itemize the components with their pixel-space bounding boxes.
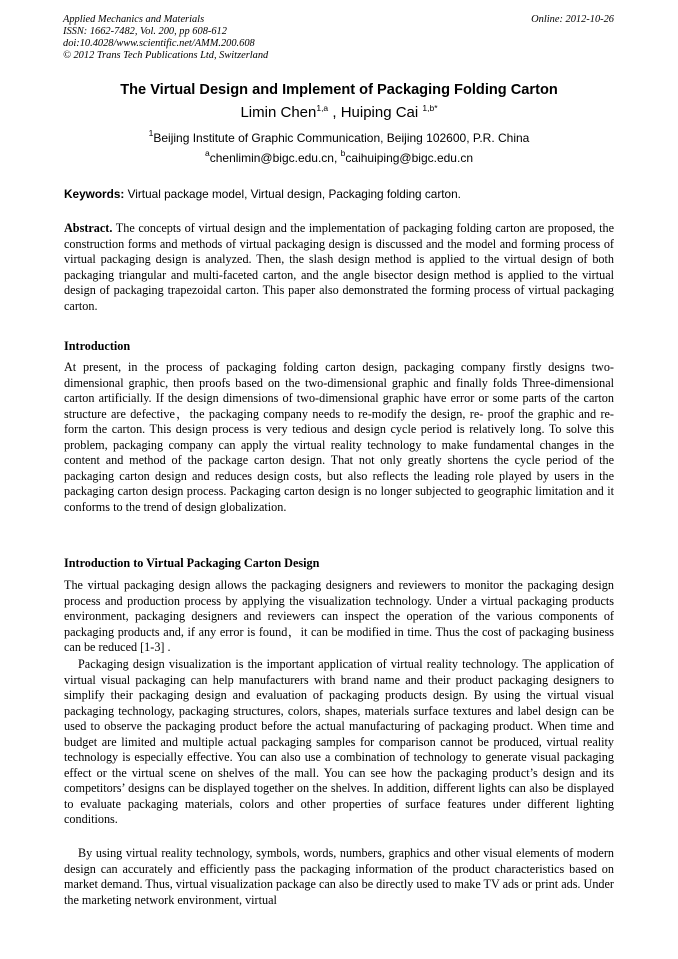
copyright-line: © 2012 Trans Tech Publications Ltd, Switzerland <box>63 50 269 61</box>
introduction-paragraph: At present, in the process of packaging folding carton design, packaging company firstly designs two-dimensional graphic, then proofs based on the two-dimensional graphic and finally folds Three-dimensional carton artificially. If the design dimensions of two-dimensional graphic have error or some parts of the carton structure are defective，the packaging company needs to re-modify the design, re- proof the graphic and re-form the carton. This design process is very tedious and design cycle period is relatively long. To solve this problem, packaging company can apply the virtual reality technology to make fundamental changes in the content and method of the package carton design. That not only greatly shortens the cycle period of the packaging carton design and reduces design costs, but also reflects the leading role played by users in the packaging carton design process. Packaging carton design is no longer subjected to geographic limitation and it conforms to the trend of design globalization. <box>64 360 614 514</box>
body-paragraph: By using virtual reality technology, symbols, words, numbers, graphics and other visual elements of modern design can accurately and efficiently pass the packaging information of the product characteristics based on market demand. Thus, virtual visualization package can also be directly used to make TV ads or print ads. Under the marketing network environment, virtual <box>64 846 614 907</box>
section-heading-virtual-design: Introduction to Virtual Packaging Carton Design <box>64 556 320 570</box>
issn-line: ISSN: 1662-7482, Vol. 200, pp 608-612 <box>63 26 227 37</box>
author-name: Limin Chen <box>240 104 317 121</box>
keywords-label: Keywords: <box>64 187 125 201</box>
affiliation-sup: 1 <box>148 128 154 138</box>
author-sup: 1,b* <box>422 103 438 113</box>
body-paragraph: Packaging design visualization is the important application of virtual reality technology. The application of virtual visual packaging can help manufacturers with brand name and their product packaging designers to simplify their packaging design and evaluation of packaging products design. By using the virtual visual packaging technology, packaging structures, colors, shapes, materials surface textures and label design can be used to observe the packaging product before the actual manufacturing of packaging product. When time and budget are limited and multiple actual packaging samples for comparison cannot be produced, virtual reality technology is especially effective. You can also use a combination of technology to generate visual packaging effect or the virtual scene on shelves of the mall. You can see how the packaging product’s design and its competitors’ designs can be displayed together on the shelves. In addition, different lights can also be displayed to evaluate packaging materials, colors and other properties of surface features under different lighting conditions. <box>64 657 614 826</box>
email-link[interactable]: chenlimin@bigc.edu.cn <box>209 151 334 165</box>
keywords <box>64 187 461 201</box>
author-separator: , <box>328 104 341 121</box>
author-line <box>0 104 678 121</box>
author-sup: 1,a <box>316 103 329 113</box>
email-line <box>0 148 678 165</box>
abstract-label: Abstract. <box>64 221 113 235</box>
abstract-text: The concepts of virtual design and the implementation of packaging folding carton are proposed, the construction forms and methods of virtual packaging design is discussed and the model and forming process of virtual packaging design is analyzed. Then, the slash design method is applied to the virtual design of both packaging triangular and multi-faceted carton, and the angle bisector design method is applied to the virtual design of packaging trapezoidal carton. This paper also demonstrated the forming process of virtual packaging carton. <box>64 221 614 313</box>
affiliation <box>0 128 678 145</box>
affiliation-text: Beijing Institute of Graphic Communication, Beijing 102600, P.R. China <box>153 131 530 145</box>
email-sup: a <box>205 148 210 158</box>
online-date: Online: 2012-10-26 <box>531 14 614 25</box>
body-paragraph: The virtual packaging design allows the packaging designers and reviewers to monitor the packaging design process and production process by applying the visualization technology. Under a virtual packaging products environment, packaging designers and reviewers can inspect the operation of the various components of packaging products and, if any error is found，it can be modified in time. Thus the cost of packaging business can be reduced [1-3] . <box>64 578 614 654</box>
paper-title: The Virtual Design and Implement of Packaging Folding Carton <box>120 82 558 98</box>
email-link[interactable]: caihuiping@bigc.edu.cn <box>345 151 473 165</box>
email-separator: , <box>333 151 341 165</box>
keywords-text: Virtual package model, Virtual design, Packaging folding carton. <box>127 187 461 201</box>
email-sup: b <box>340 148 346 158</box>
section-heading-introduction: Introduction <box>64 339 131 353</box>
abstract <box>64 221 614 314</box>
author-name: Huiping Cai <box>340 104 419 121</box>
journal-name: Applied Mechanics and Materials <box>63 14 205 25</box>
header-block <box>63 14 268 62</box>
doi-line[interactable]: doi:10.4028/www.scientific.net/AMM.200.608 <box>63 38 255 49</box>
